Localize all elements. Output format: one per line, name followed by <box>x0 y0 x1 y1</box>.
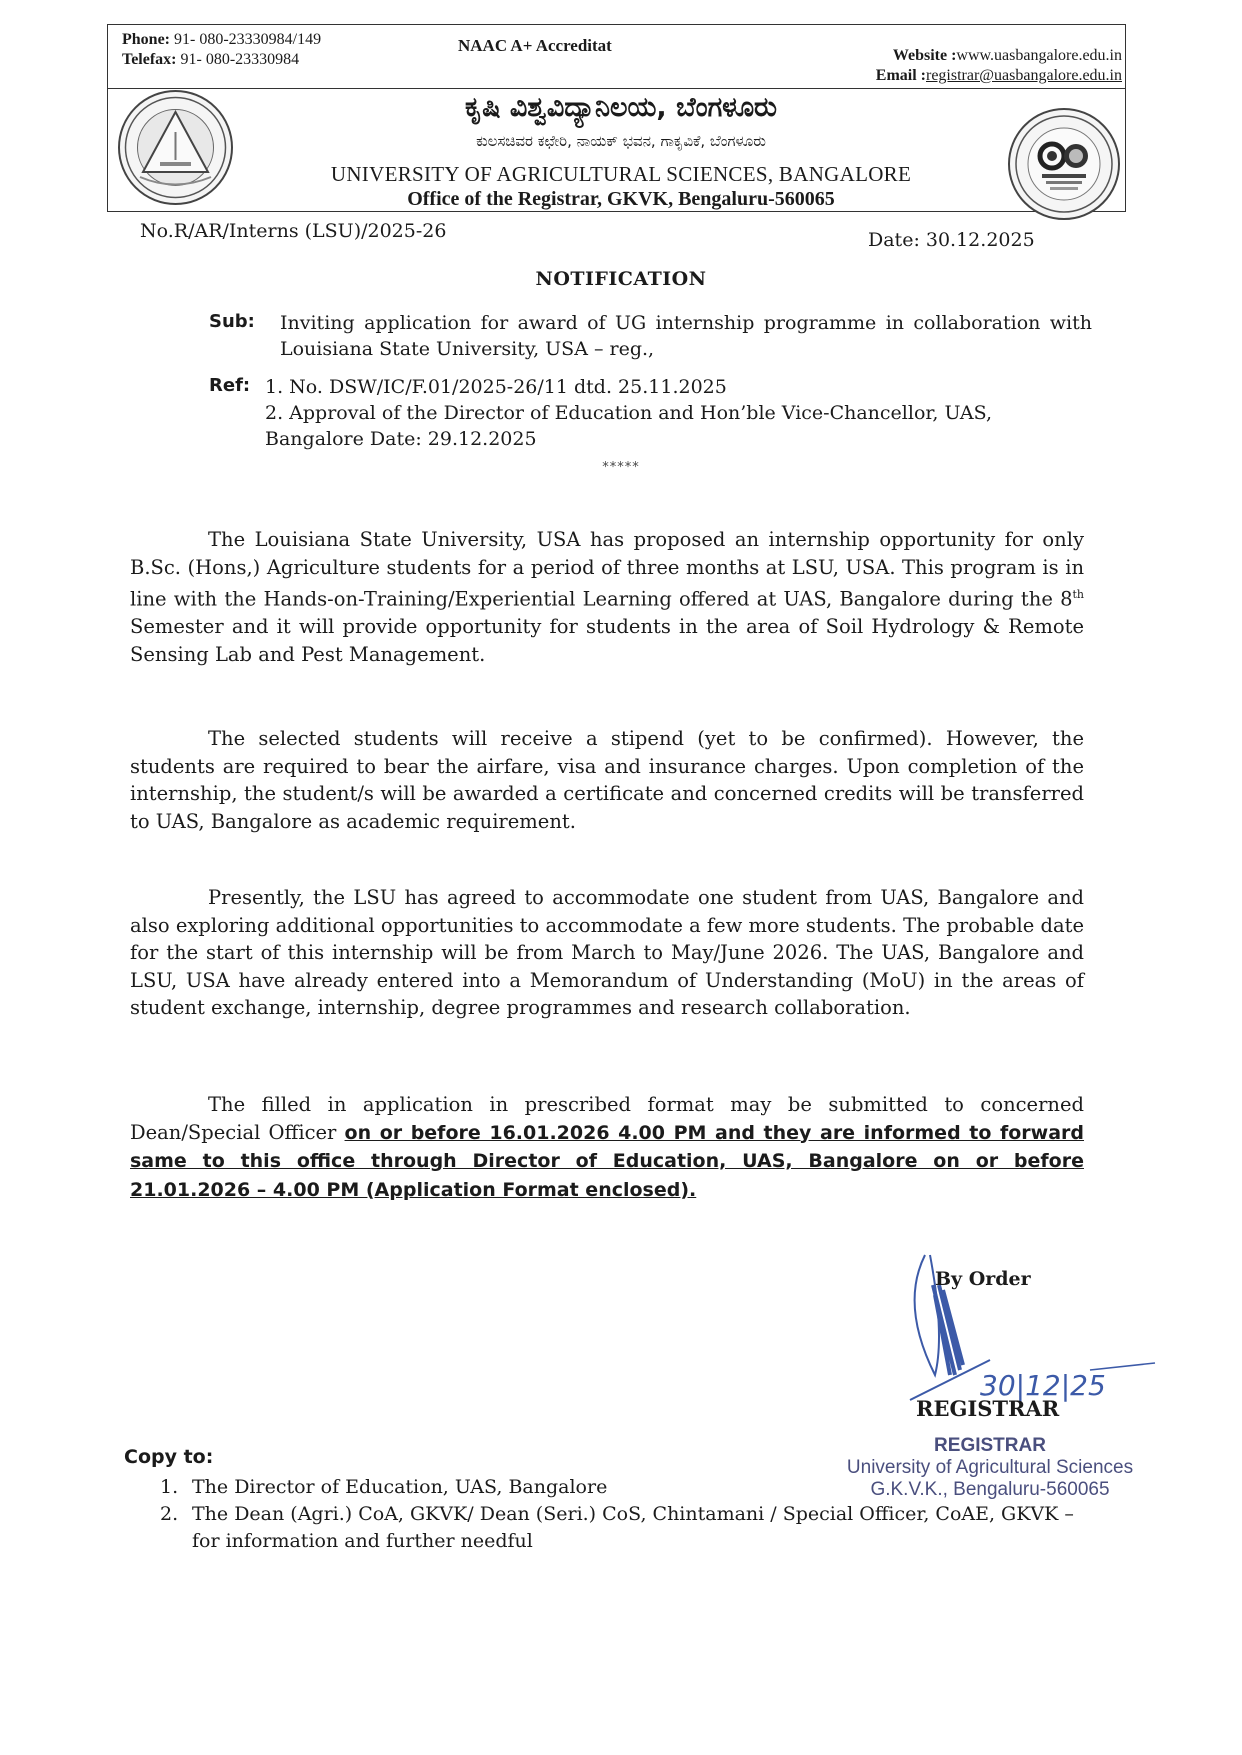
deadline-emphasis: on or before 16.01.2026 4.00 PM and they are informed to forward same to this office through Director of Education, UAS, Bangalore on or before 21.01.2026 – 4.00 PM (Application Format enclosed). <box>130 1121 1084 1201</box>
list-item <box>160 1501 1090 1555</box>
reference-item: 2. Approval of the Director of Education and Hon’ble Vice-Chancellor, UAS, Bangalore Date: 29.12.2025 <box>265 402 992 450</box>
list-number: 1. <box>160 1476 179 1498</box>
subject-label: Sub: <box>209 311 255 332</box>
email-link[interactable]: registrar@uasbangalore.edu.in <box>926 67 1122 84</box>
by-order-label: By Order <box>935 1268 1031 1290</box>
paragraph-program-overview <box>130 526 1084 668</box>
email-label: Email : <box>875 67 926 84</box>
list-text: The Dean (Agri.) CoA, GKVK/ Dean (Seri.) CoS, Chintamani / Special Officer, CoAE, GKVK – for information and further needful <box>192 1503 1074 1552</box>
reference-number: No.R/AR/Interns (LSU)/2025-26 <box>140 220 447 242</box>
copy-to-list <box>160 1474 1090 1555</box>
university-name-english: UNIVERSITY OF AGRICULTURAL SCIENCES, BANGALORE <box>330 162 912 186</box>
list-text: The Director of Education, UAS, Bangalore <box>192 1476 608 1498</box>
paragraph-accommodation: Presently, the LSU has agreed to accommodate one student from UAS, Bangalore and also exploring additional opportunities to accommodate a few more students. The probable date for the start of this internship will be from March to May/June 2026. The UAS, Bangalore and LSU, USA have already entered into a Memorandum of Understanding (MoU) in the areas of student exchange, internship, degree programmes and research collaboration. <box>130 886 1084 1019</box>
page-title: NOTIFICATION <box>535 268 707 290</box>
website-link[interactable]: www.uasbangalore.edu.in <box>956 47 1122 64</box>
telefax-label: Telefax: <box>122 51 177 68</box>
reference-item: 1. No. DSW/IC/F.01/2025-26/11 dtd. 25.11.2025 <box>265 376 727 398</box>
references-label: Ref: <box>209 375 251 396</box>
paragraph-submission <box>130 1091 1084 1204</box>
stamp-title: REGISTRAR <box>934 1435 1046 1456</box>
contact-phone-block <box>122 30 321 70</box>
letterhead-divider <box>107 88 1126 89</box>
phone-label: Phone: <box>122 31 170 48</box>
office-address-kannada: ಕುಲಸಚಿವರ ಕಛೇರಿ, ನಾಯಕ್ ಭವನ, ಗಾಕೃವಿಕೆ, ಬೆಂಗಳೂರು <box>476 132 766 150</box>
paragraph-stipend: The selected students will receive a stipend (yet to be confirmed). However, the students are required to bear the airfare, visa and insurance charges. Upon completion of the internship, the student/s will be awarded a certificate and concerned credits will be transferred to UAS, Bangalore as academic requirement. <box>130 727 1084 833</box>
document-date: Date: 30.12.2025 <box>868 229 1035 251</box>
registrar-title: REGISTRAR <box>916 1396 1060 1421</box>
svg-text:30|12|25: 30|12|25 <box>980 1369 1106 1402</box>
list-item <box>160 1474 1090 1501</box>
office-address-english: Office of the Registrar, GKVK, Bengaluru-560065 <box>407 188 835 210</box>
copy-to-label: Copy to: <box>124 1446 214 1468</box>
website-label: Website : <box>892 47 957 64</box>
ordinal-suffix: th <box>1072 588 1084 601</box>
phone-value: 91- 080-23330984/149 <box>170 31 322 48</box>
contact-web-block <box>876 46 1122 86</box>
university-name-kannada: ಕೃಷಿ ವಿಶ್ವವಿದ್ಯಾನಿಲಯ, ಬೆಂಗಳೂರು <box>465 92 777 123</box>
paragraph-text: The Louisiana State University, USA has proposed an internship opportunity for only B.Sc. (Hons,) Agriculture students for a period of three months at LSU, USA. This program is in line with the Hands-on-Training/Experiential Learning offered at UAS, Bangalore during the 8 <box>130 528 1084 611</box>
naac-accreditation: NAAC A+ Accreditat <box>458 36 612 55</box>
subject-text: Inviting application for award of UG internship programme in collaboration with Louisiana State University, USA – reg., <box>280 312 1092 360</box>
paragraph-text: Semester and it will provide opportunity for students in the area of Soil Hydrology & Remote Sensing Lab and Pest Management. <box>130 615 1084 666</box>
list-number: 2. <box>160 1503 179 1525</box>
stamp-line: University of Agricultural Sciences <box>846 1457 1134 1478</box>
telefax-value: 91- 080-23330984 <box>176 51 300 68</box>
paragraph-text: The filled in application in prescribed format may be submitted to concerned Dean/Special Officer <box>130 1093 1084 1144</box>
section-separator: ***** <box>602 460 640 475</box>
stamp-line: G.K.V.K., Bengaluru-560065 <box>870 1479 1110 1500</box>
